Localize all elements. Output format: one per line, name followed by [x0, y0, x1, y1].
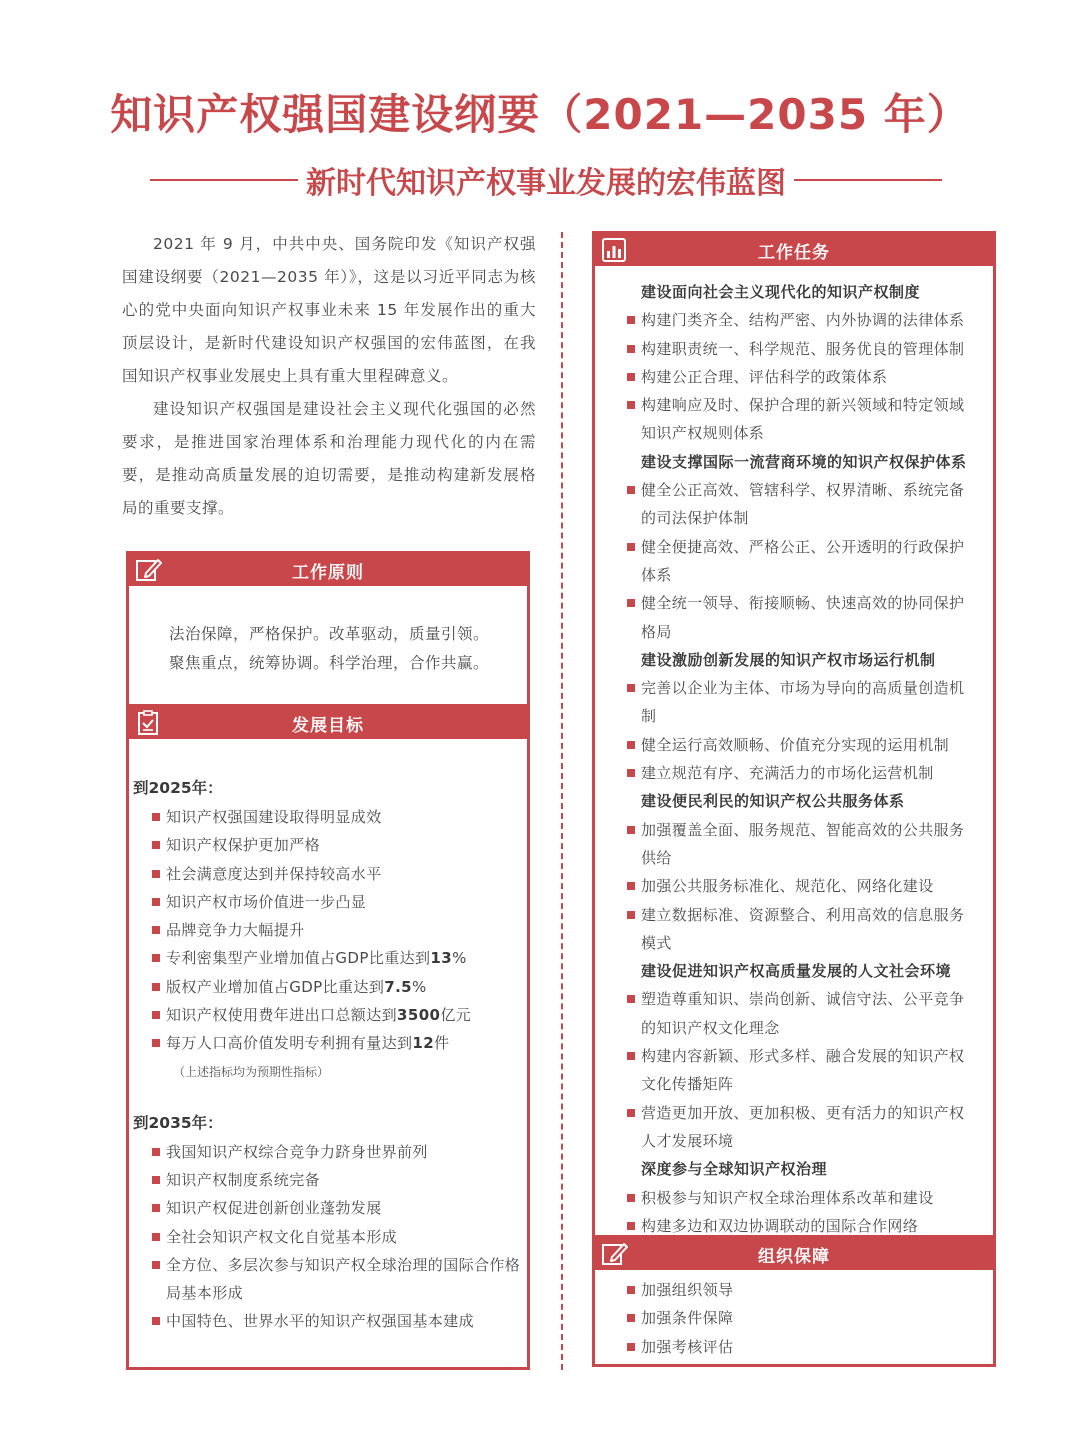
- guarantee-item: 加强条件保障: [627, 1304, 977, 1332]
- task-item: 构建响应及时、保护合理的新兴领域和特定领域知识产权规则体系: [627, 391, 977, 448]
- task-item: 塑造尊重知识、崇尚创新、诚信守法、公平竞争的知识产权文化理念: [627, 985, 977, 1042]
- goals-2025-item: 知识产权保护更加严格: [152, 831, 527, 859]
- task-item: 健全运行高效顺畅、价值充分实现的运用机制: [627, 731, 977, 759]
- goals-2035-item: 知识产权制度系统完备: [152, 1166, 521, 1194]
- subtitle-rule-left: [150, 179, 298, 181]
- metric-unit: %: [452, 949, 467, 968]
- metric-text: 每万人口高价值发明专利拥有量达到: [166, 1034, 413, 1053]
- goals-header: [129, 707, 527, 739]
- goals-2025-label: 到2025年：: [133, 779, 223, 797]
- goals-2035-label: 到2035年：: [133, 1113, 223, 1132]
- tasks-header: [595, 234, 993, 266]
- task-item: 加强公共服务标准化、规范化、网络化建设: [627, 872, 977, 900]
- principles-header: [129, 554, 527, 586]
- task-item: 营造更加开放、更加积极、更有活力的知识产权人才发展环境: [627, 1099, 977, 1156]
- task-item: 加强覆盖全面、服务规范、智能高效的公共服务供给: [627, 816, 977, 873]
- metric-text: 专利密集型产业增加值占GDP比重达到: [166, 949, 431, 968]
- task-item: 健全统一领导、衔接顺畅、快速高效的协同保护格局: [627, 589, 977, 646]
- goals-note: （上述指标均为预期性指标）: [173, 1064, 330, 1079]
- goals-2025-metric: [152, 1029, 527, 1057]
- guarantee-heading: 组织保障: [758, 1246, 830, 1267]
- intro-paragraph-2: 建设知识产权强国是建设社会主义现代化强国的必然要求，是推进国家治理体系和治理能力现代化的内在需要，是推动高质量发展的迫切需要，是推动构建新发展格局的重要支撑。: [122, 400, 536, 517]
- task-group-title: 建设激励创新发展的知识产权市场运行机制: [641, 650, 936, 669]
- task-item: 构建职责统一、科学规范、服务优良的管理体制: [627, 335, 977, 363]
- principles-heading: 工作原则: [292, 562, 364, 583]
- task-item: 构建公正合理、评估科学的政策体系: [627, 363, 977, 391]
- tasks-panel: [592, 231, 996, 1239]
- task-item: 健全便捷高效、严格公正、公开透明的行政保护体系: [627, 533, 977, 590]
- pencil-edit-icon: [133, 555, 163, 585]
- task-item: 构建多边和双边协调联动的国际合作网络: [627, 1212, 977, 1240]
- subtitle-rule-right: [794, 179, 942, 181]
- goals-2035-item: 知识产权促进创新创业蓬勃发展: [152, 1194, 521, 1222]
- goals-2025-item: 社会满意度达到并保持较高水平: [152, 860, 527, 888]
- principles-panel: [126, 551, 530, 707]
- intro-text: [122, 228, 536, 525]
- metric-unit: 亿元: [440, 1006, 472, 1025]
- task-item: 构建内容新颖、形式多样、融合发展的知识产权文化传播矩阵: [627, 1042, 977, 1099]
- goals-2025-metric: [152, 944, 527, 972]
- page-subtitle: 新时代知识产权事业发展的宏伟蓝图: [306, 166, 786, 201]
- metric-value: 13: [430, 949, 453, 968]
- guarantee-header: [595, 1238, 993, 1270]
- goals-2025-item: 知识产权市场价值进一步凸显: [152, 888, 527, 916]
- task-group-title: 建设面向社会主义现代化的知识产权制度: [641, 283, 921, 301]
- goals-2025-metric: [152, 1001, 527, 1029]
- goals-2035-item: 全方位、多层次参与知识产权全球治理的国际合作格局基本形成: [152, 1251, 521, 1308]
- goals-panel: [126, 704, 530, 1370]
- task-item: 构建门类齐全、结构严密、内外协调的法律体系: [627, 306, 977, 334]
- guarantee-panel: [592, 1235, 996, 1367]
- subtitle-row: [150, 160, 942, 200]
- task-item: 积极参与知识产权全球治理体系改革和建设: [627, 1184, 977, 1212]
- task-item: 健全公正高效、管辖科学、权界清晰、系统完备的司法保护体制: [627, 476, 977, 533]
- goals-2025-item: 知识产权强国建设取得明显成效: [152, 803, 527, 831]
- metric-value: 12: [412, 1034, 435, 1053]
- principles-line-2: 聚焦重点，统筹协调。科学治理，合作共赢。: [169, 654, 490, 672]
- metric-text: 知识产权使用费年进出口总额达到: [166, 1006, 398, 1025]
- pencil-edit-icon: [599, 1239, 629, 1269]
- metric-value: 3500: [397, 1006, 441, 1025]
- metric-value: 7.5: [384, 977, 413, 996]
- metric-text: 版权产业增加值占GDP比重达到: [166, 977, 385, 996]
- goals-2025-metric: [152, 973, 527, 1001]
- principles-line-1: 法治保障，严格保护。改革驱动，质量引领。: [169, 625, 490, 643]
- task-group-title: 建设支撑国际一流营商环境的知识产权保护体系: [641, 452, 967, 471]
- task-item: 建立规范有序、充满活力的市场化运营机制: [627, 759, 977, 787]
- guarantee-item: 加强组织领导: [627, 1276, 977, 1304]
- task-group-title: 建设促进知识产权高质量发展的人文社会环境: [641, 962, 952, 981]
- tasks-heading: 工作任务: [758, 242, 830, 263]
- guarantee-item: 加强考核评估: [627, 1333, 977, 1361]
- metric-unit: %: [412, 977, 427, 996]
- goals-2025-item: 品牌竞争力大幅提升: [152, 916, 527, 944]
- goals-2035-item: 我国知识产权综合竞争力跻身世界前列: [152, 1138, 521, 1166]
- bar-chart-icon: [599, 235, 629, 265]
- metric-unit: 件: [434, 1034, 450, 1053]
- task-item: 建立数据标准、资源整合、利用高效的信息服务模式: [627, 901, 977, 958]
- page-title: 知识产权强国建设纲要（2021—2035 年）: [110, 90, 970, 139]
- task-group-title: 建设便民利民的知识产权公共服务体系: [641, 792, 905, 811]
- clipboard-check-icon: [133, 708, 163, 738]
- goals-2035-item: 中国特色、世界水平的知识产权强国基本建成: [152, 1307, 521, 1335]
- column-divider: [561, 232, 563, 1370]
- goals-2035-item: 全社会知识产权文化自觉基本形成: [152, 1223, 521, 1251]
- intro-paragraph-1: 2021 年 9 月，中共中央、国务院印发《知识产权强国建设纲要（2021—2035 年）》，这是以习近平同志为核心的党中央面向知识产权事业未来 15 年发展作出的重大顶层设计，是新时代建设知识产权强国的宏伟蓝图，在我国知识产权事业发展史上具有重大里程碑意义。: [122, 235, 536, 385]
- task-item: 完善以企业为主体、市场为导向的高质量创造机制: [627, 674, 977, 731]
- goals-heading: 发展目标: [292, 715, 364, 736]
- task-group-title: 深度参与全球知识产权治理: [641, 1160, 828, 1179]
